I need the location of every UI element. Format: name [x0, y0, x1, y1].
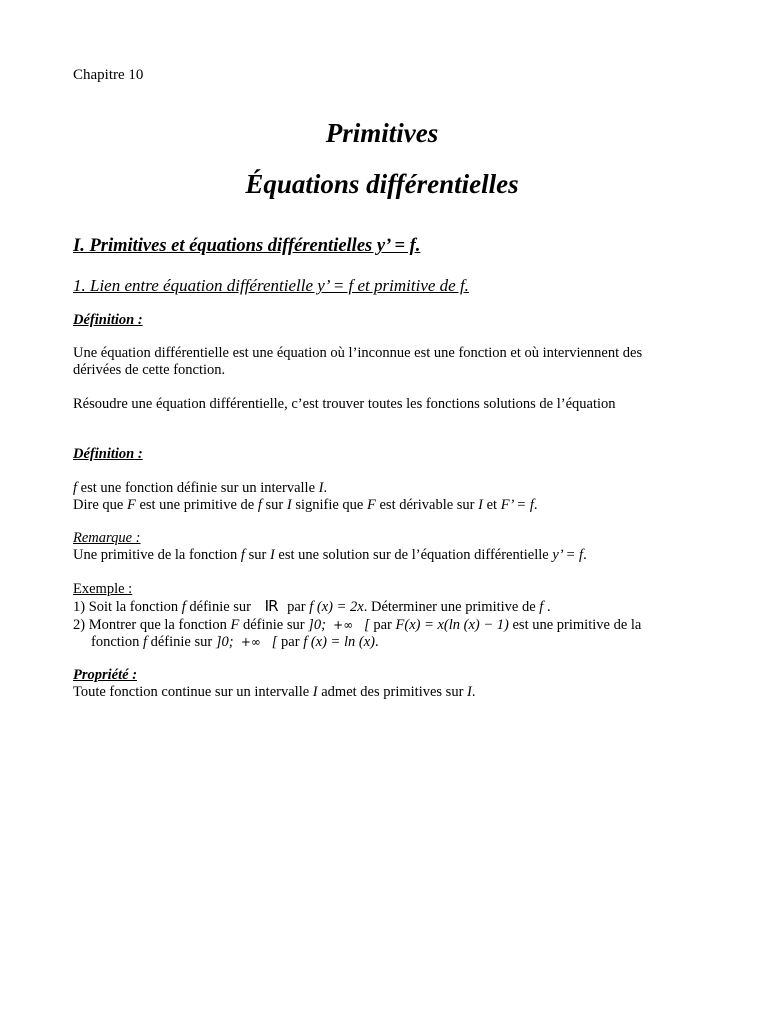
text: est une solution sur de l’équation différentielle	[274, 547, 553, 563]
example-label: Exemple :	[73, 581, 133, 597]
text: définie sur	[146, 634, 216, 650]
text: est dérivable sur	[375, 497, 479, 513]
text: définie sur	[185, 599, 255, 615]
remark-text	[73, 547, 587, 564]
text: sur	[261, 497, 287, 513]
property-label: Propriété :	[73, 667, 138, 683]
interval-open: ]0;	[308, 617, 326, 633]
text: . Déterminer une primitive de	[363, 599, 540, 615]
section-heading: I. Primitives et équations différentielles y’ = f.	[73, 236, 421, 256]
var-I: I	[312, 684, 318, 700]
text: est une primitive de	[135, 497, 258, 513]
var-f: f	[257, 497, 262, 513]
title-primitives: Primitives	[325, 118, 439, 148]
text: .	[583, 547, 587, 563]
definition-1-line-2: dérivées de cette fonction.	[73, 362, 226, 378]
formula: y’ = f	[552, 547, 584, 563]
title-equations: Équations différentielles	[245, 169, 519, 199]
text: Dire que	[73, 497, 127, 513]
var-f: f	[73, 480, 78, 496]
formula: F(x) = x(ln (x) − 1)	[395, 617, 509, 633]
var-f: f	[181, 599, 186, 615]
example-item-2-line-1	[73, 617, 641, 634]
definition-label-1: Définition :	[73, 312, 143, 328]
var-I: I	[467, 684, 472, 700]
text: .	[471, 684, 476, 700]
example-item-1	[73, 598, 551, 616]
var-F: F	[230, 617, 240, 633]
var-F: F	[126, 497, 136, 513]
remark-label: Remarque :	[73, 530, 141, 546]
text: fonction	[91, 634, 143, 650]
definition-1-paragraph-2: Résoudre une équation différentielle, c’est trouver toutes les fonctions solutions de l’équation	[73, 396, 616, 412]
formula: F’ = f	[500, 497, 534, 513]
var-f: f	[240, 547, 245, 563]
example-item-2-line-2	[91, 634, 379, 651]
var-I: I	[269, 547, 275, 563]
formula: f (x) = ln (x)	[303, 634, 375, 650]
text: .	[533, 497, 538, 513]
text: et	[482, 497, 501, 513]
text: sur	[244, 547, 270, 563]
infinity-symbol: +∞	[333, 618, 354, 632]
subsection-heading: 1. Lien entre équation différentielle y’ = f et primitive de f.	[73, 276, 469, 295]
text: 2) Montrer que la fonction	[73, 617, 231, 633]
interval-close: [	[364, 617, 370, 633]
definition-2-line-2	[73, 497, 537, 514]
var-f: f	[142, 634, 147, 650]
text: 1) Soit la fonction	[73, 599, 182, 615]
formula: f (x) = 2x	[309, 599, 364, 615]
text: est une primitive de la	[508, 617, 642, 633]
var-I: I	[318, 480, 324, 496]
text: .	[543, 599, 551, 615]
definition-label-2: Définition :	[73, 446, 143, 462]
property-text	[73, 684, 476, 701]
text: .	[323, 480, 328, 496]
infinity-symbol: +∞	[240, 635, 261, 649]
real-numbers-symbol: IR	[264, 597, 278, 615]
interval-open: ]0;	[215, 634, 234, 650]
text: par	[369, 617, 396, 633]
text: Une primitive de la fonction	[73, 547, 241, 563]
definition-2-line-1	[73, 480, 327, 497]
var-f: f	[539, 599, 544, 615]
text: définie sur	[239, 617, 309, 633]
var-F: F	[367, 497, 376, 513]
text: est une fonction définie sur un intervalle	[77, 480, 319, 496]
text: .	[374, 634, 379, 650]
chapter-label: Chapitre 10	[73, 67, 144, 83]
var-I: I	[286, 497, 292, 513]
var-I: I	[478, 497, 483, 513]
interval-close: [	[271, 634, 278, 650]
text: signifie que	[291, 497, 367, 513]
definition-1-line-1: Une équation différentielle est une équation où l’inconnue est une fonction et où interviennent des	[73, 345, 643, 361]
text: admet des primitives sur	[317, 684, 468, 700]
text: par	[277, 634, 304, 650]
text: Toute fonction continue sur un intervalle	[73, 684, 313, 700]
text: par	[283, 599, 310, 615]
